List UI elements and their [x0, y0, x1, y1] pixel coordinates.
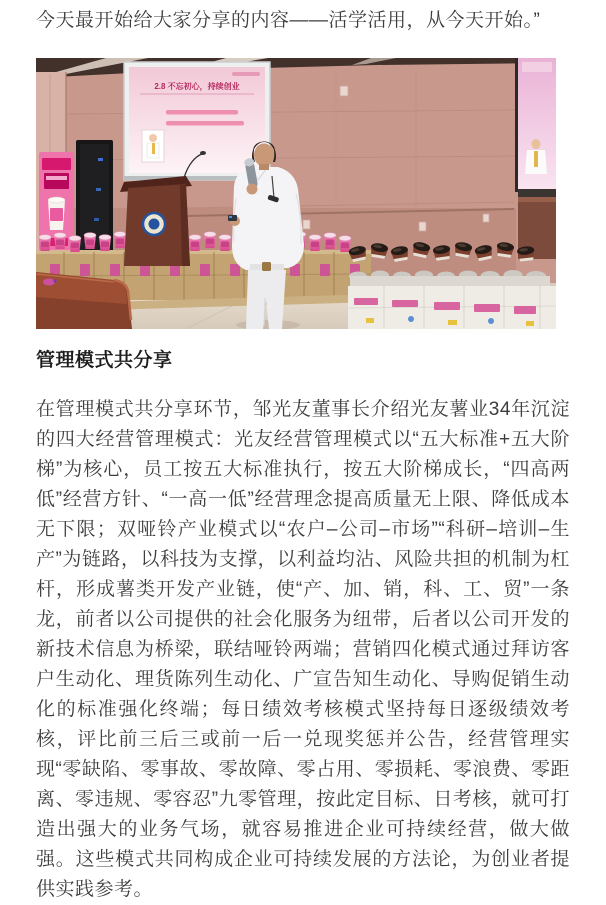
event-photo-illustration: [36, 58, 556, 329]
section-heading: 管理模式共分享: [36, 350, 173, 371]
article-intro-text: 今天最开始给大家分享的内容——活学活用，从今天开始。”: [36, 10, 541, 31]
article-paragraph: 在管理模式共分享环节，邹光友董事长介绍光友薯业34年沉淀的四大经营管理模式：光友经营管理模式以“五大标准+五大阶梯”为核心，员工按五大标准执行，按五大阶梯成长，“四高两低”经营方针、“一高一低”经营理念提高质量无上限、降低成本无下限；双哑铃产业模式以“农户–公司–市场”“科研–培训–生产”为链路，以科技为支撑，以利益均沾、风险共担的机制为杠杆，形成薯类开发产业链，使“产、加、销，科、工、贸”一条龙，前者以公司提供的社会化服务为纽带，后者以公司开发的新技术信息为桥梁，联结哑铃两端；营销四化模式通过拜访客户生动化、理货陈列生动化、广宣告知生动化、导购促销生动化的标准强化终端；每日绩效考核模式坚持每日逐级绩效考核，评比前三后三或前一后一兑现奖惩并公告，经营管理实现“零缺陷、零事故、零故障、零占用、零损耗、零浪费、零距离、零违规、零容忍”九零管理，按此定目标、日考核，就可打造出强大的业务气场，就容易推进企业可持续经营，做大做强。这些模式共同构成企业可持续发展的方法论，为创业者提供实践参考。: [36, 399, 570, 900]
foreground-table: [36, 272, 132, 329]
side-tv-screen: [515, 58, 556, 259]
slide-title: 2.8 不忘初心，持续创业: [154, 82, 240, 91]
event-photo: [36, 58, 556, 329]
